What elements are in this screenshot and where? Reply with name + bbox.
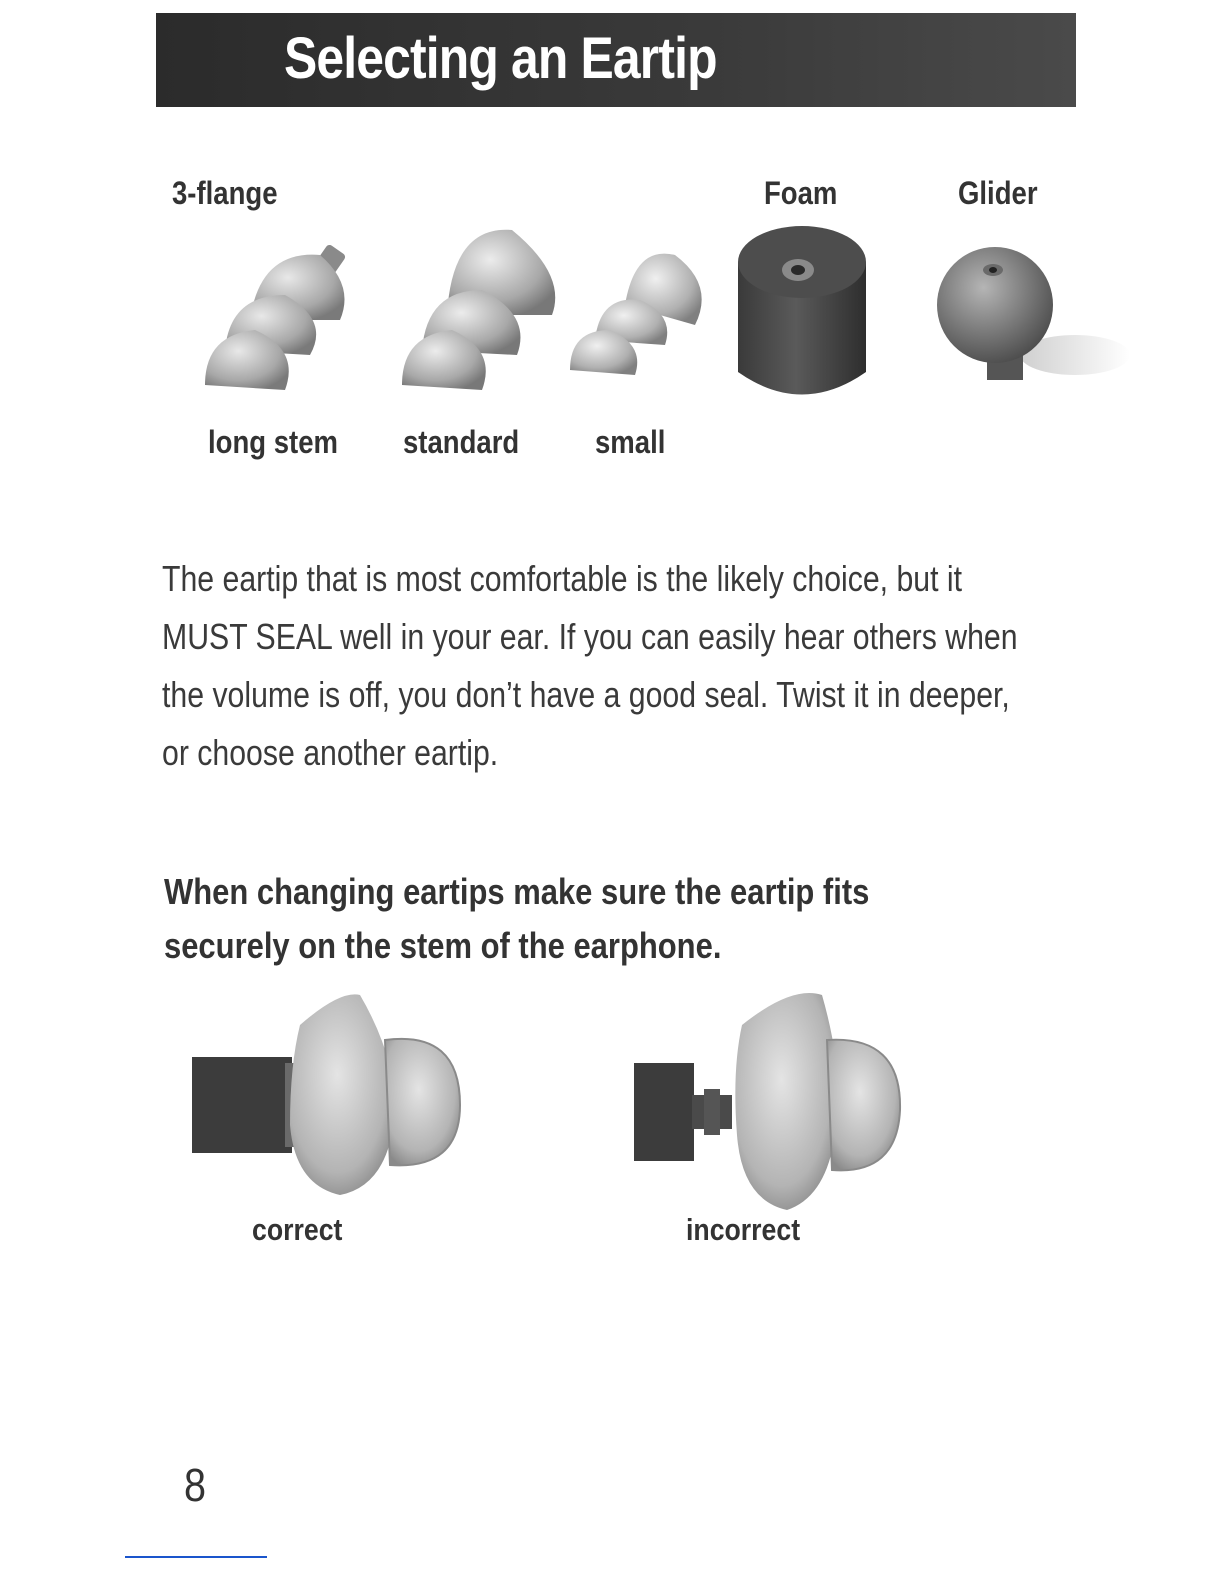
label-small: small xyxy=(595,424,666,460)
glider-eartip-image xyxy=(935,245,1130,405)
note-line: When changing eartips make sure the eartip fits xyxy=(164,871,870,912)
label-foam: Foam xyxy=(764,175,838,211)
page-number: 8 xyxy=(184,1459,207,1511)
note-line: securely on the stem of the earphone. xyxy=(164,925,722,966)
label-standard: standard xyxy=(403,424,520,460)
footer-rule xyxy=(125,1556,267,1558)
long-stem-eartip-image xyxy=(190,225,370,415)
paragraph-line: or choose another eartip. xyxy=(162,732,499,773)
paragraph-line: the volume is off, you don’t have a good seal. Twist it in deeper, xyxy=(162,674,1010,715)
label-3-flange: 3-flange xyxy=(172,175,278,211)
label-incorrect: incorrect xyxy=(686,1212,801,1247)
paragraph-line: MUST SEAL well in your ear. If you can easily hear others when xyxy=(162,616,1018,657)
instruction-paragraph xyxy=(162,550,1052,782)
small-eartip-image xyxy=(565,245,715,395)
page-title: Selecting an Eartip xyxy=(284,26,717,91)
correct-fit-image xyxy=(190,985,480,1205)
eartip-change-note xyxy=(164,865,1024,973)
label-correct: correct xyxy=(252,1212,343,1247)
label-long-stem: long stem xyxy=(208,424,338,460)
standard-eartip-image xyxy=(392,220,567,415)
incorrect-fit-image xyxy=(632,985,912,1215)
paragraph-line: The eartip that is most comfortable is the likely choice, but it xyxy=(162,558,963,599)
foam-eartip-image xyxy=(732,222,872,404)
label-glider: Glider xyxy=(958,175,1038,211)
title-banner xyxy=(156,13,1076,107)
